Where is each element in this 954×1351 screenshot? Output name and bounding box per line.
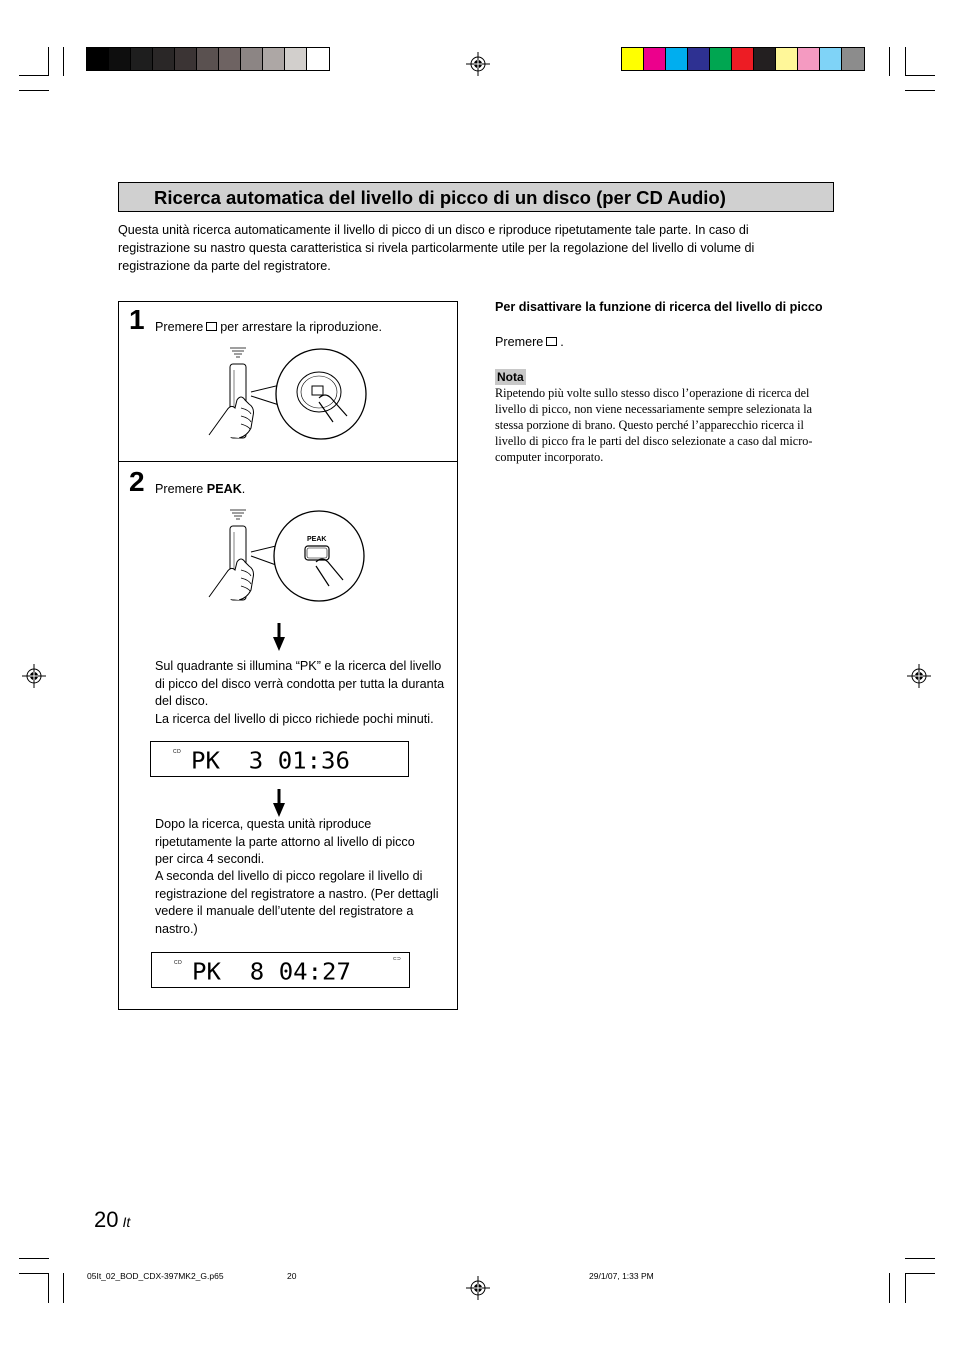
- gray-swatch: [307, 48, 329, 70]
- registration-mark-icon: [466, 52, 490, 76]
- remote-hand-peak-illustration: [201, 504, 371, 604]
- gray-swatch: [219, 48, 241, 70]
- step-2-instruction: Premere PEAK.: [155, 482, 246, 496]
- registration-mark-icon: [22, 664, 46, 688]
- process-color-bar: [621, 47, 865, 71]
- step-2-paragraph-3: Dopo la ricerca, questa unità riproduce ripetutamente la parte attorno al livello di picco per circa 4 secondi.: [155, 817, 415, 867]
- color-swatch: [754, 48, 776, 70]
- page-number: 20 It: [94, 1207, 131, 1232]
- intro-paragraph: Questa unità ricerca automaticamente il livello di picco di un disco e riproduce ripetutamente tale parte. In caso di registrazione su nastro questa caratteristica si rivela particolarmente utile per la regolazione del livello di volume di registrazione da parte del registratore.: [118, 223, 755, 273]
- remote-hand-stop-illustration: [201, 342, 371, 442]
- display-panel-2: [151, 952, 410, 988]
- display-readout-2: PK 8 04:27: [192, 958, 351, 986]
- cd-indicator: CD: [173, 749, 182, 755]
- step-1-instruction: Premere per arrestare la riproduzione.: [155, 320, 382, 334]
- gray-swatch: [263, 48, 285, 70]
- note-label: Nota: [497, 370, 524, 384]
- gray-swatch: [87, 48, 109, 70]
- gray-swatch: [109, 48, 131, 70]
- footer-date: 29/1/07, 1:33 PM: [589, 1271, 654, 1281]
- section-title: Ricerca automatica del livello di picco di un disco (per CD Audio): [154, 187, 726, 208]
- color-swatch: [710, 48, 732, 70]
- footer-filename: 05It_02_BOD_CDX-397MK2_G.p65: [87, 1271, 224, 1281]
- color-swatch: [776, 48, 798, 70]
- disable-heading: Per disattivare la funzione di ricerca del livello di picco: [495, 300, 823, 314]
- gray-swatch: [175, 48, 197, 70]
- display-readout-1: PK 3 01:36: [191, 747, 350, 775]
- color-swatch: [666, 48, 688, 70]
- gray-swatch: [285, 48, 307, 70]
- step-2-paragraph-2: La ricerca del livello di picco richiede pochi minuti.: [155, 712, 434, 726]
- color-swatch: [644, 48, 666, 70]
- color-swatch: [622, 48, 644, 70]
- color-swatch: [842, 48, 864, 70]
- down-arrow-icon: [273, 623, 285, 651]
- down-arrow-icon: [273, 789, 285, 817]
- note-text: Ripetendo più volte sullo stesso disco l’operazione di ricerca del livello di picco, non viene necessariamente sempre selezionata la stessa porzione di brano. Questo perché l’apparecchio ricerca il livello di picco fra le parti del disco selezionate a caso dal micro-computer incorporato.: [495, 386, 813, 464]
- step-2-number: 2: [129, 466, 145, 497]
- cd-indicator: CD: [174, 960, 183, 966]
- color-swatch: [798, 48, 820, 70]
- step-2-box: [118, 461, 458, 1010]
- grayscale-color-bar: [86, 47, 330, 71]
- gray-swatch: [131, 48, 153, 70]
- color-swatch: [820, 48, 842, 70]
- gray-swatch: [153, 48, 175, 70]
- registration-mark-icon: [466, 1276, 490, 1300]
- footer-page: 20: [287, 1271, 297, 1281]
- page-language: It: [122, 1214, 131, 1230]
- registration-mark-icon: [907, 664, 931, 688]
- step-2-paragraph-4: A seconda del livello di picco regolare il livello di registrazione del registratore a nastro. (Per dettagli vedere il manuale dell’utente del registratore a nastro.): [155, 869, 439, 936]
- color-swatch: [732, 48, 754, 70]
- step-2-paragraph-1: Sul quadrante si illumina “PK” e la ricerca del livello di picco del disco verrà condotta per tutta la duranta del disco.: [155, 659, 445, 709]
- step-1-number: 1: [129, 304, 145, 335]
- repeat-indicator: ⊂⊃: [392, 956, 401, 962]
- peak-button-label: PEAK: [307, 536, 327, 543]
- stop-icon: [546, 337, 557, 346]
- color-swatch: [688, 48, 710, 70]
- stop-icon: [206, 322, 217, 331]
- section-title-bar: [118, 182, 834, 212]
- gray-swatch: [241, 48, 263, 70]
- display-panel-1: [150, 741, 409, 777]
- step-1-box: [118, 301, 458, 462]
- disable-instruction: Premere .: [495, 335, 564, 349]
- gray-swatch: [197, 48, 219, 70]
